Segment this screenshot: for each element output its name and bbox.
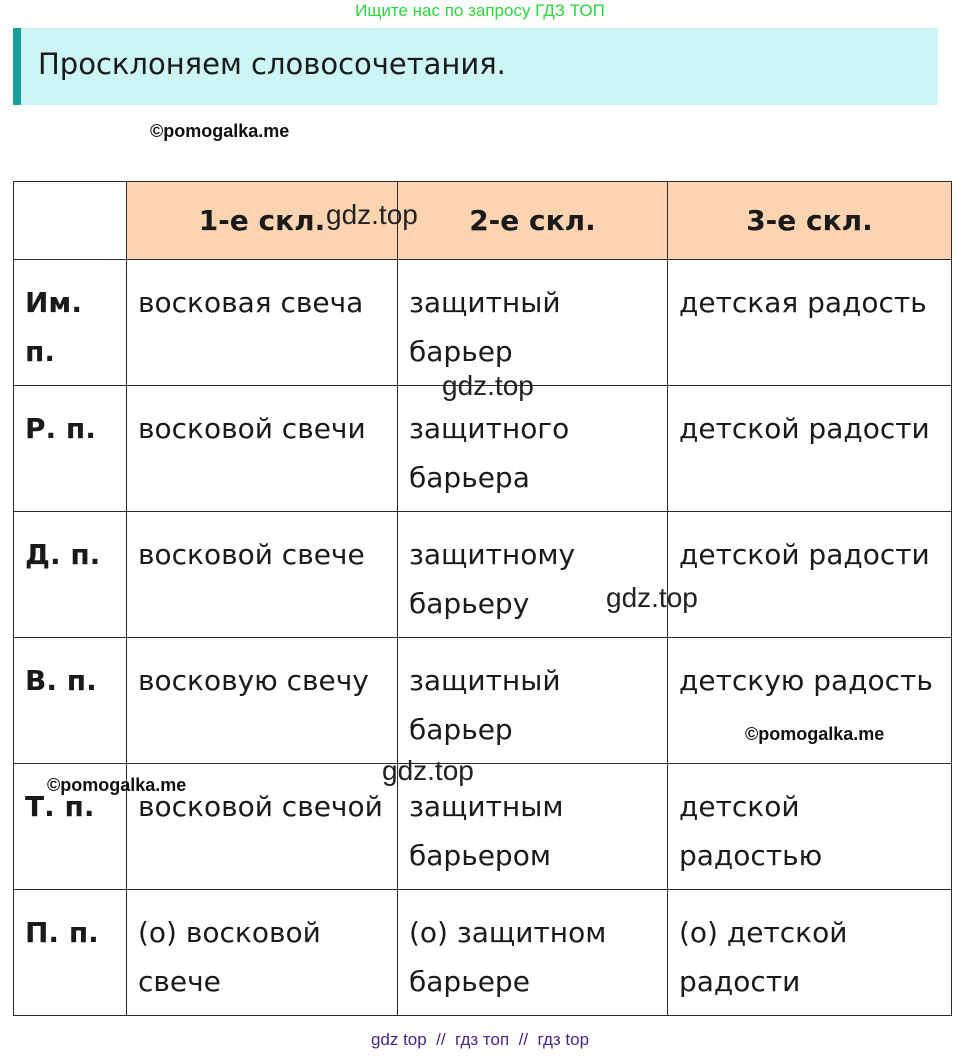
table-header-row (14, 182, 952, 260)
table-cell: (о) защитном барьере (398, 890, 668, 1016)
table-cell: защитный барьер (398, 260, 668, 386)
case-label: Т. п. (14, 764, 127, 890)
watermark-pomogalka: ©pomogalka.me (150, 121, 290, 141)
table-cell: защитному барьеру (398, 512, 668, 638)
table-row (14, 512, 952, 638)
table-cell: детская радость (668, 260, 952, 386)
table-cell: (о) восковой свече (127, 890, 398, 1016)
table-cell: детской радостью (668, 764, 952, 890)
header-declension-3: 3-е скл. (668, 182, 952, 260)
page-title: Просклоняем словосочетания. (38, 47, 506, 81)
table-row (14, 260, 952, 386)
table-cell: восковой свечой (127, 764, 398, 890)
title-bar (13, 28, 938, 105)
watermark-pomogalka: ©pomogalka.me (47, 775, 187, 795)
watermark-gdz: gdz.top (326, 199, 418, 230)
case-label: Д. п. (14, 512, 127, 638)
header-declension-2: 2-е скл. (398, 182, 668, 260)
case-label: П. п. (14, 890, 127, 1016)
table-cell: детской радости (668, 386, 952, 512)
watermark-gdz: gdz.top (442, 370, 534, 401)
watermark-gdz: gdz.top (606, 582, 698, 613)
table-cell: восковой свече (127, 512, 398, 638)
watermark-pomogalka: ©pomogalka.me (745, 724, 885, 744)
header-declension-1: 1-е скл. (127, 182, 398, 260)
table-cell: защитный барьер (398, 638, 668, 764)
case-label: Им. п. (14, 260, 127, 386)
case-label: Р. п. (14, 386, 127, 512)
table-row (14, 386, 952, 512)
table-cell: детскую радость (668, 638, 952, 764)
case-label: В. п. (14, 638, 127, 764)
declension-table (13, 181, 952, 1016)
footer: gdz top // гдз топ // гдз top (370, 1030, 590, 1049)
table-cell: (о) детской радости (668, 890, 952, 1016)
table-row (14, 890, 952, 1016)
top-note: Ищите нас по запросу ГДЗ ТОП (355, 1, 605, 20)
table-cell: восковую свечу (127, 638, 398, 764)
header-corner (14, 182, 127, 260)
table-cell: восковая свеча (127, 260, 398, 386)
table-cell: защитного барьера (398, 386, 668, 512)
table-cell: детской радости (668, 512, 952, 638)
table-cell: защитным барьером (398, 764, 668, 890)
watermark-gdz: gdz.top (382, 755, 474, 786)
table-cell: восковой свечи (127, 386, 398, 512)
